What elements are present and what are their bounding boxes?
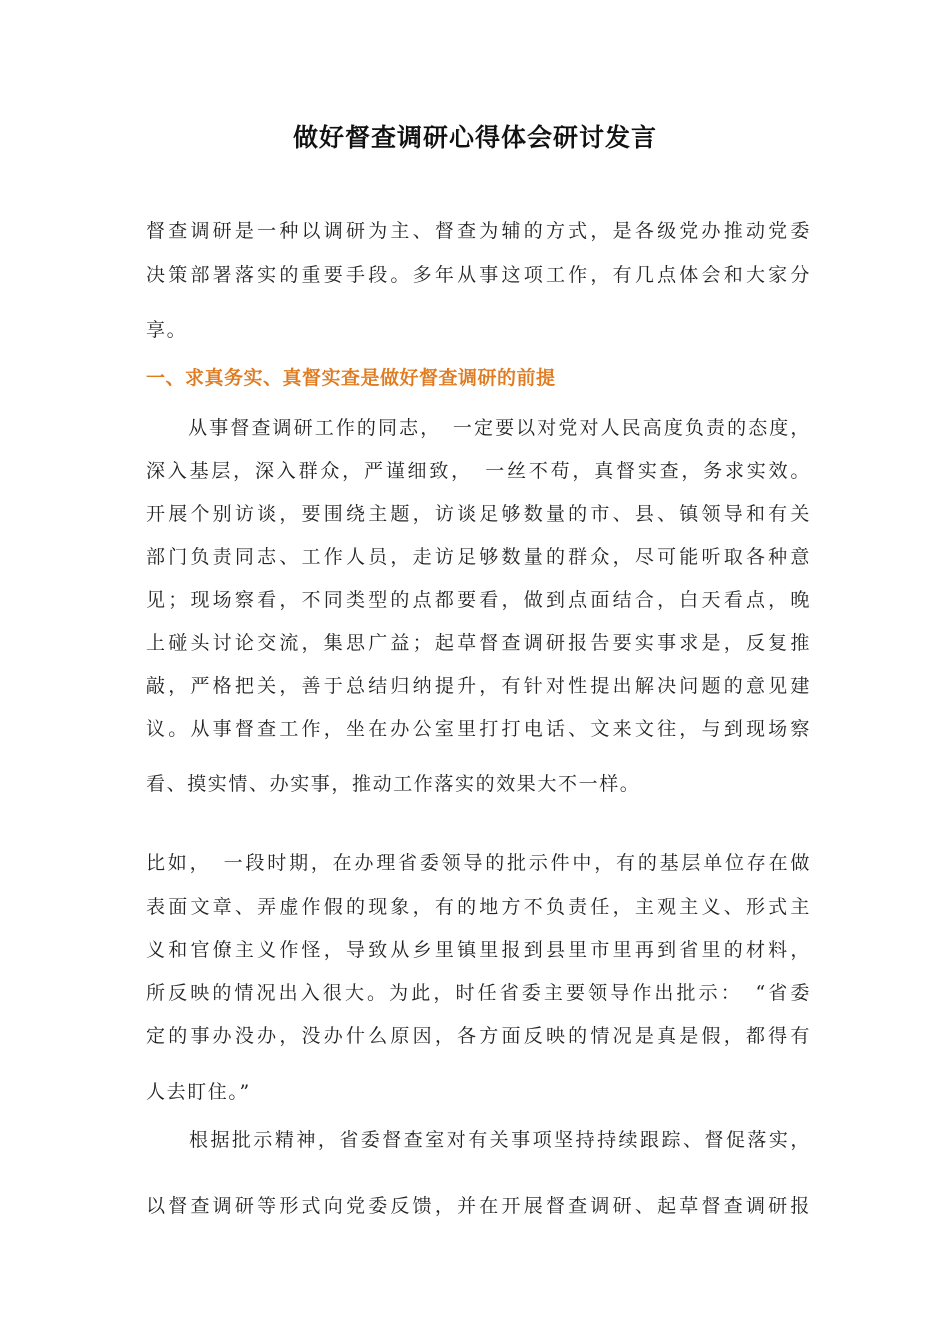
para2-line-4: 所反映的情况出入很大。为此，时任省委主要领导作出批示： “省委 xyxy=(146,982,811,1004)
para3-line-2: 以督查调研等形式向党委反馈，并在开展督查调研、起草督查调研报 xyxy=(146,1195,811,1217)
para2-line-1: 比如， 一段时期，在办理省委领导的批示件中，有的基层单位存在做 xyxy=(146,852,811,874)
para2-line-6: 人去盯住。” xyxy=(146,1081,251,1103)
para2-line-3: 义和官僚主义作怪，导致从乡里镇里报到县里市里再到省里的材料， xyxy=(146,939,811,961)
intro-line-3: 享。 xyxy=(146,319,188,341)
intro-line-1: 督查调研是一种以调研为主、督查为辅的方式，是各级党办推动党委 xyxy=(146,220,811,242)
para2-line-5: 定的事办没办，没办什么原因，各方面反映的情况是真是假，都得有 xyxy=(146,1025,811,1047)
para1-line-2: 深入基层，深入群众，严谨细致， 一丝不苟，真督实查，务求实效。 xyxy=(146,460,811,482)
para1-line-6: 上碰头讨论交流，集思广益；起草督查调研报告要实事求是，反复推 xyxy=(146,632,811,654)
para2-line-2: 表面文章、弄虚作假的现象，有的地方不负责任，主观主义、形式主 xyxy=(146,896,811,918)
para1-line-4: 部门负责同志、工作人员，走访足够数量的群众，尽可能听取各种意 xyxy=(146,546,811,568)
section-heading: 一、求真务实、真督实查是做好督查调研的前提 xyxy=(146,367,556,389)
para1-line-9: 看、摸实情、办实事，推动工作落实的效果大不一样。 xyxy=(146,773,641,795)
para1-line-8: 议。从事督查工作，坐在办公室里打打电话、文来文往，与到现场察 xyxy=(146,718,811,740)
para3-line-1: 根据批示精神，省委督查室对有关事项坚持持续跟踪、督促落实， xyxy=(146,1129,811,1151)
para1-line-5: 见；现场察看，不同类型的点都要看，做到点面结合，白天看点，晚 xyxy=(146,589,811,611)
para1-line-7: 敲，严格把关，善于总结归纳提升，有针对性提出解决问题的意见建 xyxy=(146,675,811,697)
para1-line-3: 开展个别访谈，要围绕主题，访谈足够数量的市、县、镇领导和有关 xyxy=(146,503,811,525)
intro-line-2: 决策部署落实的重要手段。多年从事这项工作，有几点体会和大家分 xyxy=(146,264,811,286)
para1-line-1: 从事督查调研工作的同志， 一定要以对党对人民高度负责的态度， xyxy=(146,417,811,439)
document-title: 做好督查调研心得体会研讨发言 xyxy=(292,123,657,152)
